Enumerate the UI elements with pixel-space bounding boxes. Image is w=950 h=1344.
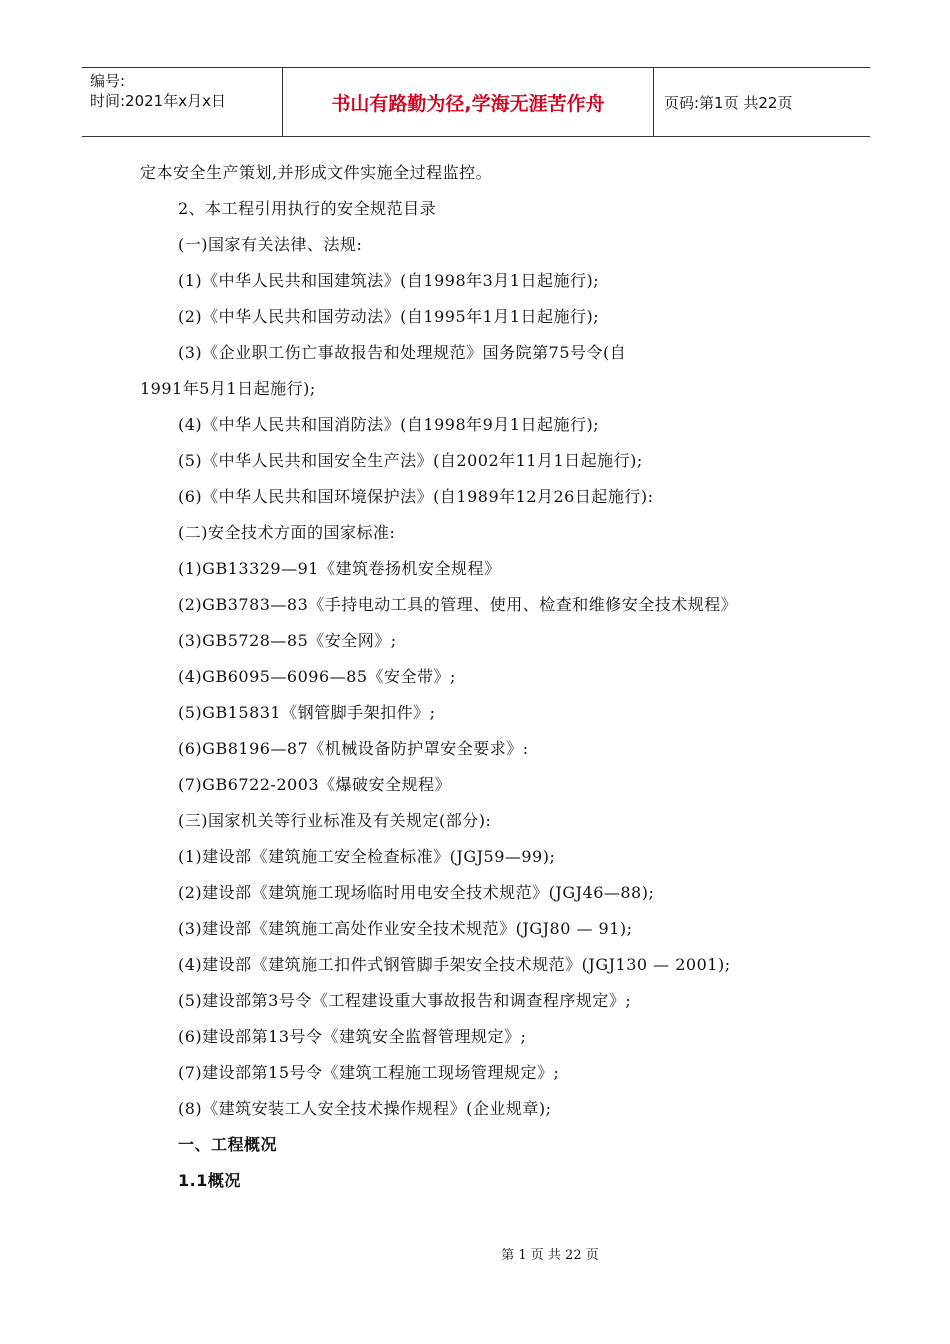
- text-line: 1991年5月1日起施行);: [140, 379, 316, 398]
- text-line: 定本安全生产策划,并形成文件实施全过程监控。: [140, 163, 493, 182]
- section-heading: 一、工程概况: [178, 1135, 278, 1154]
- text-line: (7)建设部第15号令《建筑工程施工现场管理规定》;: [178, 1063, 560, 1082]
- text-line: (4)建设部《建筑施工扣件式钢管脚手架安全技术规范》(JGJ130 — 2001);: [178, 955, 731, 974]
- text-line: (3)建设部《建筑施工高处作业安全技术规范》(JGJ80 — 91);: [178, 919, 633, 938]
- number-label: 编号:: [90, 72, 126, 90]
- text-line: (1)GB13329—91《建筑卷扬机安全规程》: [178, 559, 501, 578]
- header-left: [82, 68, 282, 136]
- text-line: (4)《中华人民共和国消防法》(自1998年9月1日起施行);: [178, 415, 600, 434]
- text-line: (8)《建筑安装工人安全技术操作规程》(企业规章);: [178, 1099, 552, 1118]
- text-line: (3)GB5728—85《安全网》;: [178, 631, 397, 650]
- page-footer: 第 1 页 共 22 页: [501, 1248, 599, 1263]
- page-header: [82, 67, 870, 137]
- text-line: (6)《中华人民共和国环境保护法》(自1989年12月26日起施行):: [178, 487, 654, 506]
- text-line: (三)国家机关等行业标准及有关规定(部分):: [178, 811, 492, 830]
- text-line: (1)建设部《建筑施工安全检查标准》(JGJ59—99);: [178, 847, 556, 866]
- header-motto: 书山有路勤为径,学海无涯苦作舟: [282, 68, 654, 136]
- text-line: (二)安全技术方面的国家标准:: [178, 523, 396, 542]
- text-line: (5)GB15831《钢管脚手架扣件》;: [178, 703, 436, 722]
- text-line: (2)《中华人民共和国劳动法》(自1995年1月1日起施行);: [178, 307, 600, 326]
- text-line: (5)《中华人民共和国安全生产法》(自2002年11月1日起施行);: [178, 451, 643, 470]
- text-line: (2)建设部《建筑施工现场临时用电安全技术规范》(JGJ46—88);: [178, 883, 655, 902]
- text-line: (1)《中华人民共和国建筑法》(自1998年3月1日起施行);: [178, 271, 600, 290]
- text-line: (2)GB3783—83《手持电动工具的管理、使用、检查和维修安全技术规程》: [178, 595, 738, 614]
- text-line: (5)建设部第3号令《工程建设重大事故报告和调查程序规定》;: [178, 991, 632, 1010]
- text-line: (6)建设部第13号令《建筑安全监督管理规定》;: [178, 1027, 527, 1046]
- section-heading: 1.1概况: [178, 1171, 241, 1190]
- header-page-info: 页码:第1页 共22页: [664, 93, 793, 112]
- text-line: (4)GB6095—6096—85《安全带》;: [178, 667, 456, 686]
- date-label: 时间:2021年x月x日: [90, 92, 226, 110]
- text-line: 2、本工程引用执行的安全规范目录: [178, 199, 437, 218]
- text-line: (7)GB6722-2003《爆破安全规程》: [178, 775, 452, 794]
- text-line: (一)国家有关法律、法规:: [178, 235, 363, 254]
- text-line: (6)GB8196—87《机械设备防护罩安全要求》:: [178, 739, 529, 758]
- text-line: (3)《企业职工伤亡事故报告和处理规范》国务院第75号令(自: [178, 343, 627, 362]
- document-body: [140, 155, 810, 1199]
